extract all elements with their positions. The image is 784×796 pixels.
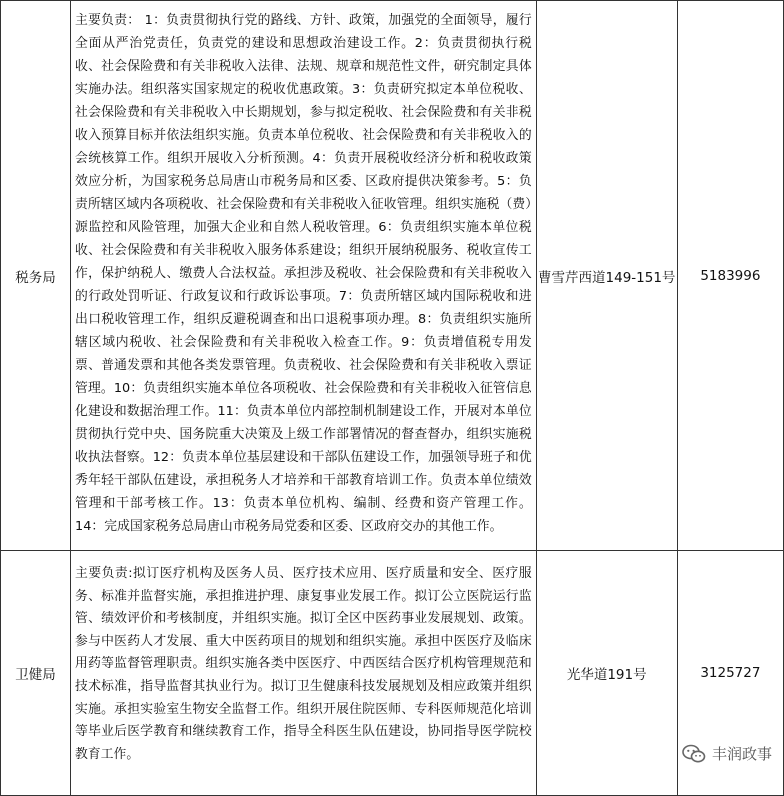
table-row <box>1 551 784 796</box>
watermark <box>678 742 776 765</box>
department-address: 曹雪芹西道149-151号 <box>536 1 677 551</box>
department-name: 卫健局 <box>1 551 71 796</box>
department-duties: 主要负责:拟订医疗机构及医务人员、医疗技术应用、医疗质量和安全、医疗服务、标准并监督实施，承担推进护理、康复事业发展工作。拟订公立医院运行监管、绩效评价和考核制度，并组织实施。拟订全区中医药事业发展规划、政策。参与中医药人才发展、重大中医药项目的规划和组织实施。承担中医医疗及临床用药等监督管理职责。组织实施各类中医医疗、中西医结合医疗机构管理规范和技术标准，指导监督其执业行为。拟订卫生健康科技发展规划及相应政策并组织实施。承担实验室生物安全监督工作。组织开展住院医师、专科医师规范化培训等毕业后医学教育和继续教育工作，指导全科医生队伍建设，协同指导医学院校教育工作。 <box>71 551 537 796</box>
watermark-text: 丰润政事 <box>711 745 772 763</box>
department-phone: 5183996 <box>677 1 783 551</box>
department-name: 税务局 <box>1 1 71 551</box>
wechat-icon <box>682 744 706 764</box>
department-phone: 3125727 <box>677 551 783 796</box>
table-row <box>1 1 784 551</box>
department-duties: 主要负责： 1：负责贯彻执行党的路线、方针、政策，加强党的全面领导，履行全面从严治党责任，负责党的建设和思想政治建设工作。2：负责贯彻执行税收、社会保险费和有关非税收入法律、法规、规章和规范性文件，研究制定具体实施办法。组织落实国家规定的税收优惠政策。3：负责研究拟定本单位税收、社会保险费和有关非税收入中长期规划，参与拟定税收、社会保险费和有关非税收入预算目标并依法组织实施。负责本单位税收、社会保险费和有关非税收入的会统核算工作。组织开展收入分析预测。4：负责开展税收经济分析和税收政策效应分析，为国家税务总局唐山市税务局和区委、区政府提供决策参考。5：负责所辖区域内各项税收、社会保险费和有关非税收入征收管理。组织实施税（费）源监控和风险管理，加强大企业和自然人税收管理。6：负责组织实施本单位税收、社会保险费和有关非税收入服务体系建设；组织开展纳税服务、税收宣传工作，保护纳税人、缴费人合法权益。承担涉及税收、社会保险费和有关非税收入的行政处罚听证、行政复议和行政诉讼事项。7：负责所辖区域内国际税收和进出口税收管理工作，组织反避税调查和出口退税事项办理。8：负责组织实施所辖区域内税收、社会保险费和有关非税收入检查工作。9：负责增值税专用发票、普通发票和其他各类发票管理。负责税收、社会保险费和有关非税收入票证管理。10：负责组织实施本单位各项税收、社会保险费和有关非税收入征管信息化建设和数据治理工作。11：负责本单位内部控制机制建设工作，开展对本单位贯彻执行党中央、国务院重大决策及上级工作部署情况的督查督办，组织实施税收执法督察。12：负责本单位基层建设和干部队伍建设工作，加强领导班子和优秀年轻干部队伍建设，承担税务人才培养和干部教育培训工作。负责本单位绩效管理和干部考核工作。13：负责本单位机构、编制、经费和资产管理工作。14：完成国家税务总局唐山市税务局党委和区委、区政府交办的其他工作。 <box>71 1 537 551</box>
department-address: 光华道191号 <box>536 551 677 796</box>
